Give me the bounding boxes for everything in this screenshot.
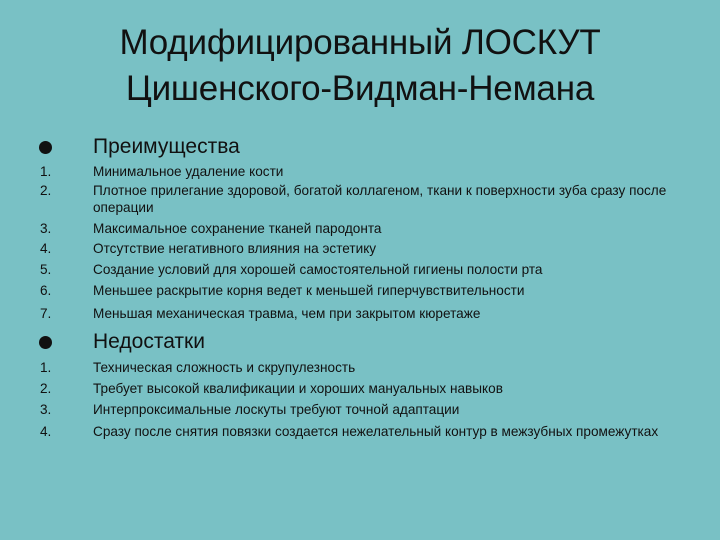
item-text: Меньшее раскрытие корня ведет к меньшей гиперчувствительности	[93, 283, 525, 298]
advantages-header	[0, 132, 720, 162]
slide-title	[0, 20, 720, 112]
advantages-heading: Преимущества	[93, 135, 240, 158]
disadvantages-section	[0, 327, 720, 357]
item-number: 3.	[40, 402, 52, 417]
item-text: Создание условий для хорошей самостоятельной гигиены полости рта	[93, 262, 543, 277]
item-number: 6.	[40, 283, 52, 298]
item-number: 7.	[40, 306, 52, 321]
advantages-section	[0, 132, 720, 162]
item-text: Отсутствие негативного влияния на эстетику	[93, 241, 377, 256]
bullet-icon	[39, 336, 52, 349]
bullet-icon	[39, 141, 52, 154]
item-text: Меньшая механическая травма, чем при закрытом кюретаже	[93, 306, 481, 321]
item-number: 2.	[40, 183, 52, 198]
item-text: Интерпроксимальные лоскуты требуют точной адаптации	[93, 402, 460, 417]
disadvantages-header	[0, 327, 720, 357]
title-line-2: Цишенского-Видман-Немана	[125, 69, 595, 108]
title-line-1: Модифицированный ЛОСКУТ	[119, 23, 601, 62]
disadvantages-heading: Недостатки	[93, 330, 205, 353]
item-text: Техническая сложность и скрупулезность	[93, 360, 356, 375]
item-text: Минимальное удаление кости	[93, 164, 284, 179]
item-text: Максимальное сохранение тканей пародонта	[93, 221, 382, 236]
item-number: 1.	[40, 360, 52, 375]
item-number: 5.	[40, 262, 52, 277]
item-number: 4.	[40, 241, 52, 256]
item-number: 3.	[40, 221, 52, 236]
item-number: 1.	[40, 164, 52, 179]
item-number: 4.	[40, 424, 52, 439]
item-text: Плотное прилегание здоровой, богатой коллагеном, ткани к поверхности зуба сразу после операции	[93, 183, 667, 215]
item-text: Требует высокой квалификации и хороших мануальных навыков	[93, 381, 503, 396]
item-text: Сразу после снятия повязки создается нежелательный контур в межзубных промежутках	[93, 424, 659, 439]
item-number: 2.	[40, 381, 52, 396]
